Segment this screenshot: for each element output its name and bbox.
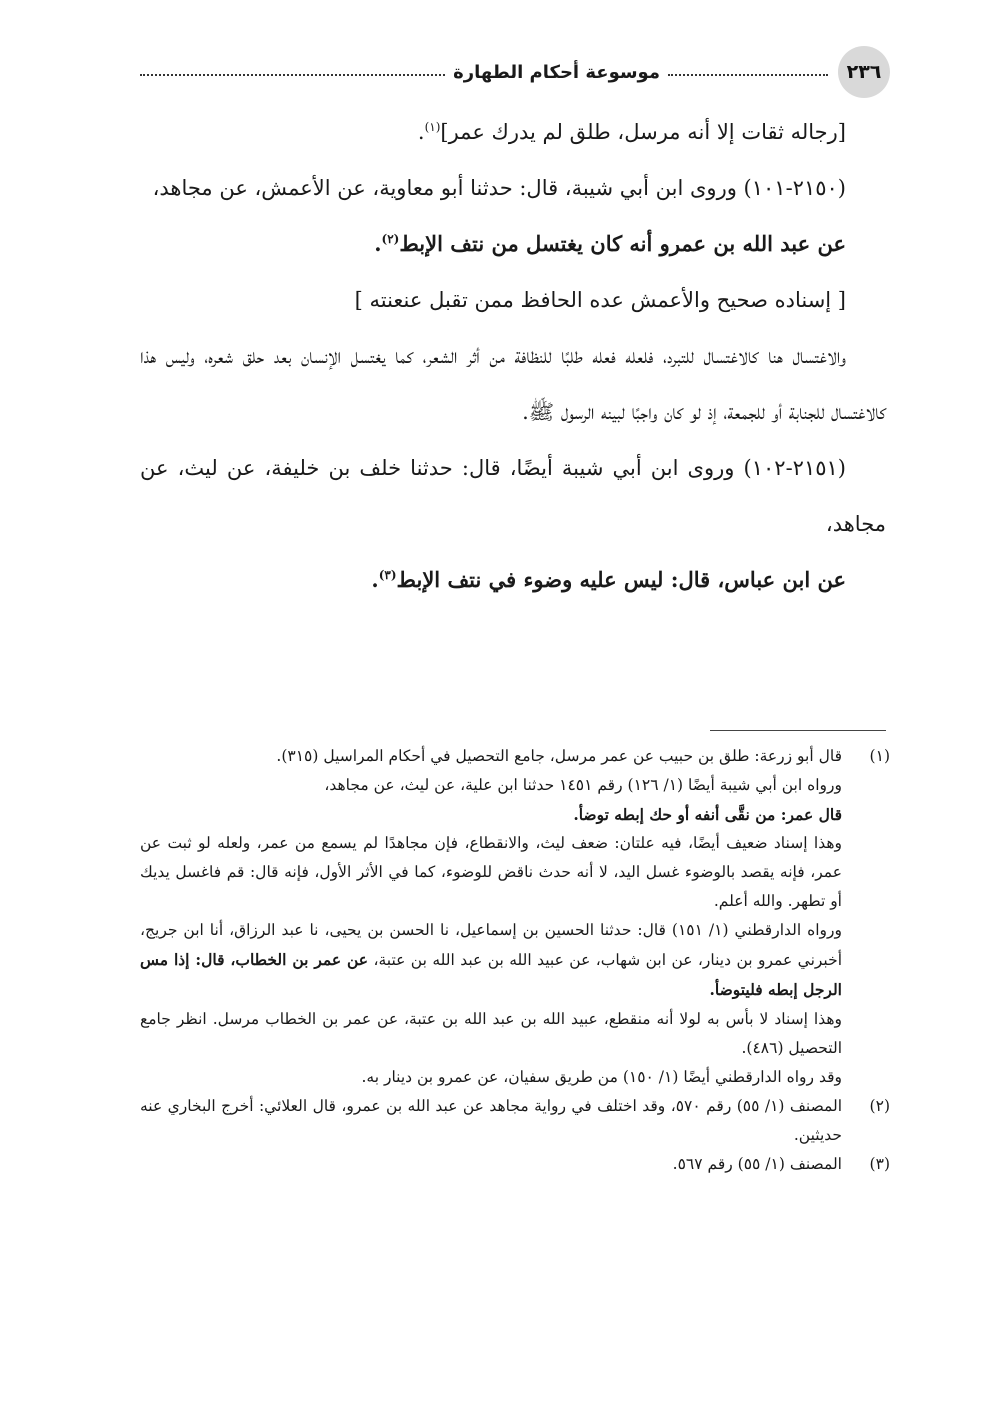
header-dots-right xyxy=(668,74,828,76)
paragraph-text: عن عبد الله بن عمرو أنه كان يغتسل من نتف الإبط xyxy=(399,231,846,256)
footnote-line xyxy=(140,916,842,1005)
paragraph-athar-ibn-abbas: عن ابن عباس، قال: ليس عليه وضوء في نتف الإبط$^{(٣)}$. xyxy=(371,567,846,592)
paragraph-hadith-2151: (٢١٥١-١٠٢) وروى ابن أبي شيبة أيضًا، قال: حدثنا خلف بن خليفة، عن ليث، عن مجاهد، xyxy=(140,456,886,536)
running-title xyxy=(140,46,828,98)
running-title-text: موسوعة أحكام الطهارة xyxy=(453,61,660,83)
footnote-line: المصنف (١/ ٥٥) رقم ٥٦٧. xyxy=(672,1155,842,1173)
footnote-3 xyxy=(140,1150,890,1179)
main-text xyxy=(140,104,886,608)
page-header xyxy=(140,46,890,96)
footnote-body xyxy=(140,742,842,1092)
paragraph-text: [رجاله ثقات إلا أنه مرسل، طلق لم يدرك عمر] xyxy=(440,120,846,144)
footnote-line: وهذا إسناد لا بأس به لولا أنه منقطع، عبيد الله بن عبد الله بن عتبة، عن عمر بن الخطاب مرسل. انظر جامع التحصيل (٤٨٦). xyxy=(140,1010,842,1057)
footnote-line: المصنف (١/ ٥٥) رقم ٥٧٠، وقد اختلف في رواية مجاهد عن عبد الله بن عمرو، قال العلائي: أخرج البخاري عنه حديثين. xyxy=(140,1097,842,1144)
paragraph-isnad-grade: [ إسناده صحيح والأعمش عده الحافظ ممن تقبل عنعنته ] xyxy=(354,288,846,312)
page-number: ٢٣٦ xyxy=(838,46,890,98)
footnote-line: وقد رواه الدارقطني أيضًا (١/ ١٥٠) من طريق سفيان، عن عمرو بن دينار به. xyxy=(361,1068,842,1086)
footnote-body xyxy=(140,1150,842,1179)
footnote-separator xyxy=(710,730,886,731)
paragraph-narrators-note: [رجاله ثقات إلا أنه مرسل، طلق لم يدرك عمر]$^{(١)}$. xyxy=(417,120,846,144)
footnote-line: قال أبو زرعة: طلق بن حبيب عن عمر مرسل، جامع التحصيل في أحكام المراسيل (٣١٥). xyxy=(276,747,842,765)
paragraph-athar-abdullah: عن عبد الله بن عمرو أنه كان يغتسل من نتف الإبط$^{(٢)}$. xyxy=(374,231,846,256)
footnote-text-bold: عن عمر بن الخطاب، قال: إذا مس الرجل إبطه فليتوضأ. xyxy=(140,950,842,999)
footnote-marker: (٣) xyxy=(869,1155,890,1173)
footnote-ref: (٢) xyxy=(381,232,400,246)
footnote-ref: (٣) xyxy=(378,568,397,582)
footnote-ref: (١) xyxy=(424,120,441,134)
footnote-line: ورواه ابن أبي شيبة أيضًا (١/ ١٢٦) رقم ١٤٥١ حدثنا ابن علية، عن ليث، عن مجاهد، xyxy=(324,776,842,794)
paragraph-text: عن ابن عباس، قال: ليس عليه وضوء في نتف الإبط xyxy=(396,567,846,592)
footnote-marker: (١) xyxy=(869,747,890,765)
footnote-1 xyxy=(140,742,890,1092)
paragraph-commentary: والاغتسال هنا كالاغتسال للتبرد، فلعله فعله طلبًا للنظافة من أثر الشعر، كما يغتسل الإنسان بعد حلق شعره، وليس هذا كالاغتسال للجنابة أو للجمعة، إذ لو كان واجبًا لبينه الرسول ﷺ. xyxy=(140,344,886,424)
footnote-text: ورواه الدارقطني (١/ ١٥١) قال: حدثنا الحسين بن إسماعيل، نا الحسن بن يحيى، نا عبد الرزاق، أنا ابن جريج، أخبرني عمرو بن دينار، عن ابن شهاب، عن عبيد الله بن عبد الله بن عتبة، xyxy=(140,921,843,969)
footnote-body xyxy=(140,1092,842,1150)
header-dots-left xyxy=(140,74,445,76)
footnote-marker: (٢) xyxy=(869,1097,890,1115)
footnote-2 xyxy=(140,1092,890,1150)
footnote-line: وهذا إسناد ضعيف أيضًا، فيه علتان: ضعف ليث، والانقطاع، فإن مجاهدًا لم يسمع من عمر، ولعله لو ثبت عن عمر، فإنه يقصد بالوضوء غسل اليد، لا أنه حدث ناقض للوضوء، كما في الأثر الأول، فإنه قال: قم فاغسل يديك أو تطهر. والله أعلم. xyxy=(140,834,842,910)
footnotes xyxy=(140,742,890,1179)
footnote-line-bold: قال عمر: من نقَّى أنفه أو حك إبطه توضأ. xyxy=(573,805,842,824)
paragraph-hadith-2150: (٢١٥٠-١٠١) وروى ابن أبي شيبة، قال: حدثنا أبو معاوية، عن الأعمش، عن مجاهد، xyxy=(152,176,846,200)
